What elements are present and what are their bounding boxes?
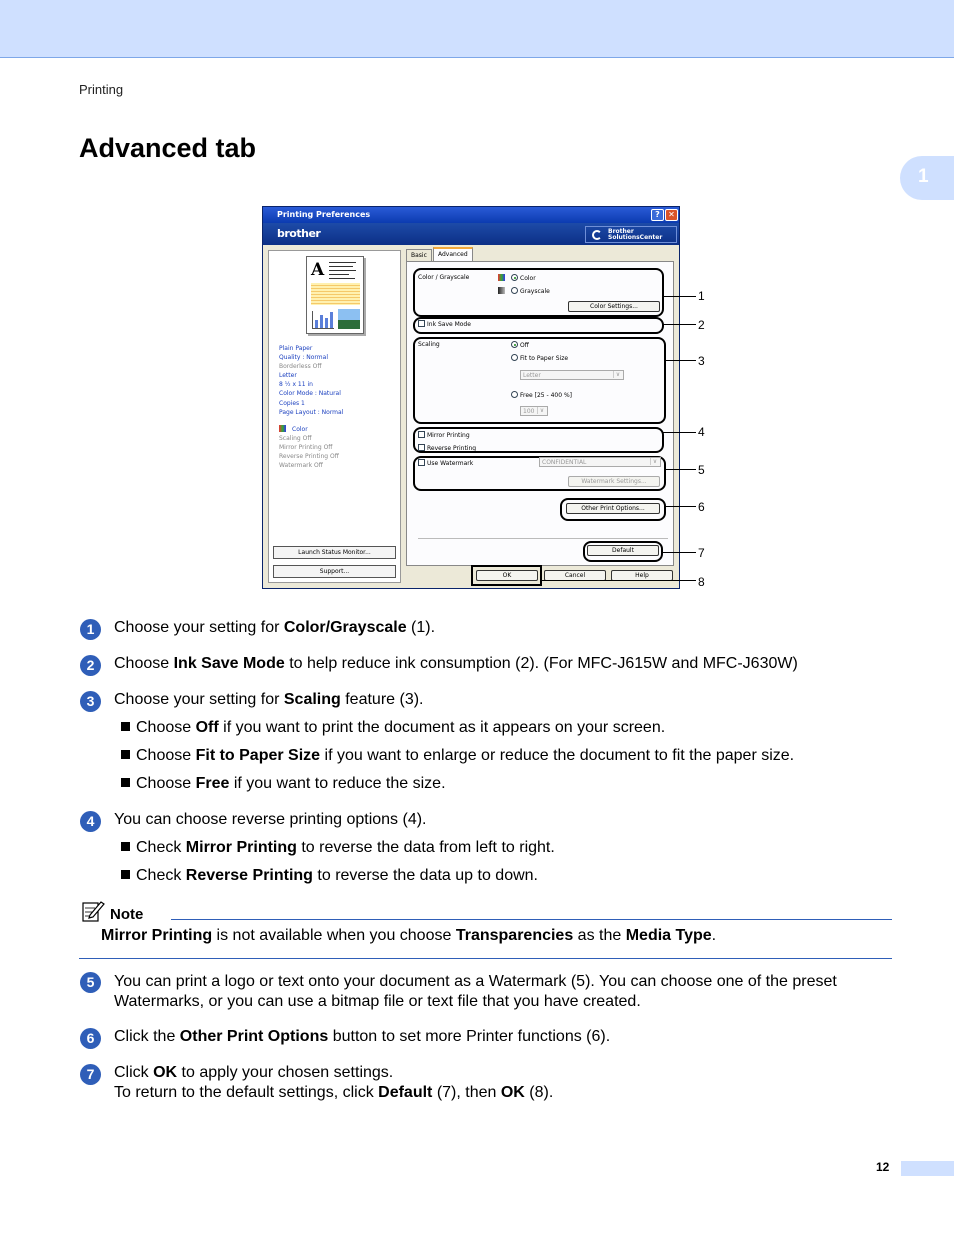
callout-line: [662, 296, 696, 297]
printing-preferences-screenshot: [262, 206, 680, 589]
tab-basic[interactable]: Basic: [406, 249, 432, 261]
solutions-line-1: Brother: [608, 228, 634, 235]
callout-line: [662, 324, 696, 325]
color-swatch-icon: [498, 274, 505, 281]
scaling-label: Scaling: [418, 341, 440, 348]
callout-line: [661, 552, 696, 553]
note-box: [79, 899, 892, 961]
summary-item: Page Layout : Normal: [279, 408, 344, 416]
color-swatch-icon: [279, 425, 286, 432]
bullet-item: Choose Free if you want to reduce the size.: [121, 774, 446, 794]
cancel-button[interactable]: Cancel: [544, 570, 606, 581]
help-button[interactable]: Help: [611, 570, 673, 581]
page-title: Advanced tab: [79, 133, 257, 163]
ok-button[interactable]: OK: [476, 570, 538, 581]
summary-item: Quality : Normal: [279, 354, 328, 362]
note-text: Mirror Printing is not available when you choose Transparencies as the Media Type.: [101, 927, 717, 944]
brand-bar: [263, 223, 679, 245]
launch-status-monitor-button[interactable]: Launch Status Monitor...: [273, 546, 396, 559]
scaling-percent-spinner[interactable]: 100 ∨: [520, 406, 548, 416]
solutions-center-button[interactable]: [585, 226, 677, 243]
callout-number: 2: [698, 318, 705, 332]
scaling-fit-radio[interactable]: Fit to Paper Size: [511, 354, 568, 362]
step-number-badge: 3: [80, 691, 101, 712]
color-grayscale-label: Color / Grayscale: [418, 274, 470, 281]
page-number: 12: [876, 1160, 890, 1174]
solutions-center-icon: [592, 230, 602, 240]
summary-item: Letter: [279, 372, 297, 380]
watermark-dropdown[interactable]: CONFIDENTIAL ∨: [539, 457, 661, 467]
summary-item: Copies 1: [279, 399, 305, 407]
preview-letter-a: A: [311, 260, 325, 280]
bullet-item: Check Mirror Printing to reverse the data from left to right.: [121, 838, 555, 858]
color-settings-button[interactable]: Color Settings...: [568, 301, 660, 312]
bullet-item: Choose Off if you want to print the document as it appears on your screen.: [121, 718, 665, 738]
color-radio[interactable]: Color: [498, 274, 536, 282]
callout-number: 8: [698, 575, 705, 589]
solutions-line-2: SolutionsCenter: [608, 234, 663, 241]
bullet-item: Choose Fit to Paper Size if you want to enlarge or reduce the document to fit the paper size.: [121, 746, 794, 766]
page-number-bar: [901, 1161, 954, 1176]
breadcrumb: Printing: [79, 82, 124, 97]
summary-item: Mirror Printing Off: [279, 443, 333, 451]
step-number-badge: 7: [80, 1064, 101, 1085]
other-print-options-button[interactable]: Other Print Options...: [566, 503, 660, 514]
summary-item: Scaling Off: [279, 434, 312, 442]
grayscale-swatch-icon: [498, 287, 505, 294]
watermark-settings-button[interactable]: Watermark Settings...: [568, 476, 660, 487]
summary-item: Reverse Printing Off: [279, 453, 339, 461]
note-pencil-icon: [81, 899, 105, 923]
callout-number: 5: [698, 463, 705, 477]
callout-number: 4: [698, 425, 705, 439]
callout-line: [664, 360, 696, 361]
summary-item: Plain Paper: [279, 345, 313, 352]
default-button[interactable]: Default: [587, 545, 659, 556]
callout-number: 1: [698, 289, 705, 303]
callout-line: [540, 580, 696, 581]
callout-line: [664, 469, 696, 470]
callout-number: 3: [698, 354, 705, 368]
help-icon[interactable]: ?: [651, 209, 664, 221]
preview-picture-icon: [338, 309, 360, 329]
mirror-printing-checkbox[interactable]: Mirror Printing: [418, 431, 470, 439]
document-preview: [306, 256, 364, 334]
dialog-title: Printing Preferences: [277, 210, 371, 219]
step-number-badge: 2: [80, 655, 101, 676]
scaling-free-radio[interactable]: Free [25 - 400 %]: [511, 391, 572, 399]
bullet-item: Check Reverse Printing to reverse the data up to down.: [121, 866, 538, 886]
brother-logo: brother: [277, 227, 321, 240]
callout-line: [664, 506, 696, 507]
step-number-badge: 6: [80, 1028, 101, 1049]
dialog-window: [262, 206, 680, 589]
settings-summary-panel: [268, 250, 401, 583]
summary-item: Borderless Off: [279, 363, 322, 371]
dialog-title-bar: [263, 207, 679, 223]
step-number-badge: 4: [80, 811, 101, 832]
paper-size-dropdown[interactable]: Letter ∨: [520, 370, 624, 380]
callout-number: 6: [698, 500, 705, 514]
header-band: [0, 0, 954, 58]
step-number-badge: 1: [80, 619, 101, 640]
ink-save-mode-checkbox[interactable]: Ink Save Mode: [418, 320, 471, 328]
step-number-badge: 5: [80, 972, 101, 993]
reverse-printing-checkbox[interactable]: Reverse Printing: [418, 444, 476, 452]
summary-item: Watermark Off: [279, 462, 323, 470]
chapter-tab: 1: [900, 156, 954, 200]
summary-item: 8 ½ x 11 in: [279, 381, 313, 389]
use-watermark-checkbox[interactable]: Use Watermark: [418, 459, 473, 467]
scaling-off-radio[interactable]: Off: [511, 341, 529, 349]
close-icon[interactable]: ✕: [665, 209, 678, 221]
summary-item: Color Mode : Natural: [279, 390, 341, 398]
grayscale-radio[interactable]: Grayscale: [498, 287, 550, 295]
settings-summary: [279, 344, 343, 470]
callout-line: [662, 432, 696, 433]
callout-number: 7: [698, 546, 705, 560]
tab-advanced[interactable]: Advanced: [433, 247, 473, 261]
note-label: Note: [110, 906, 144, 923]
summary-item-color: Color: [279, 425, 343, 434]
support-button[interactable]: Support...: [273, 565, 396, 578]
